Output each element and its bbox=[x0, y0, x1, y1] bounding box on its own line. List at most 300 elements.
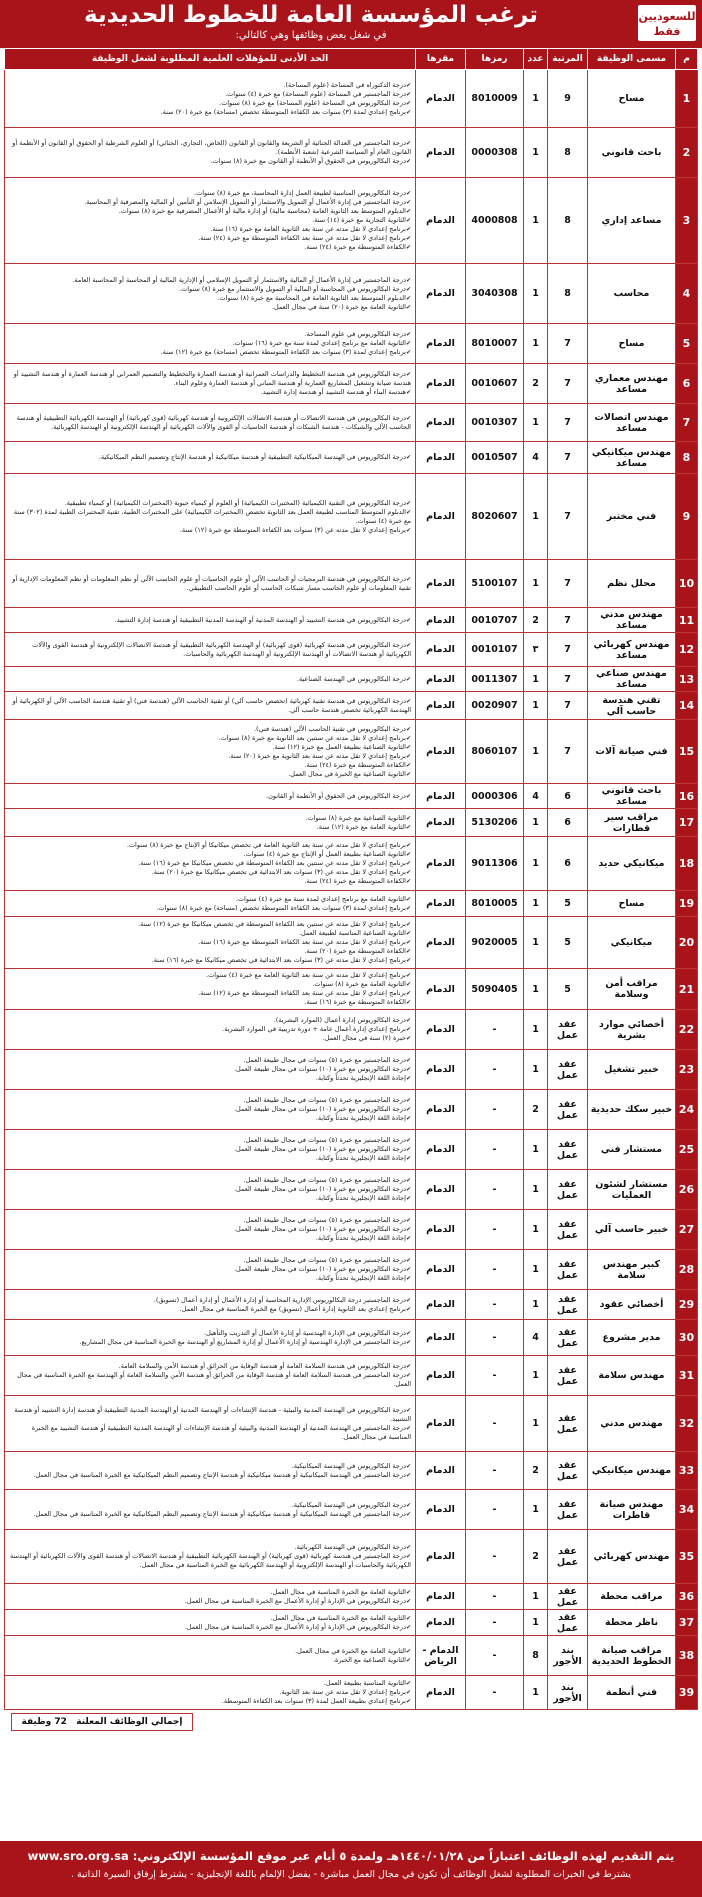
requirement-line: ✔ إجادة اللغة الإنجليزية تحدثاً وكتابة. bbox=[9, 1154, 411, 1163]
job-number: 34 bbox=[676, 1490, 698, 1530]
requirement-line: ✔ درجة البكالوريوس في تقنية الحاسب الآلي (هندسة فني). bbox=[9, 725, 411, 734]
job-rank: عقد عمل bbox=[548, 1396, 588, 1452]
col-location: مقرها bbox=[416, 49, 466, 70]
job-count: 1 bbox=[524, 1396, 548, 1452]
job-count: 1 bbox=[524, 1490, 548, 1530]
job-count: 1 bbox=[524, 474, 548, 560]
job-title: محاسب bbox=[588, 264, 676, 324]
requirement-line: ✔ درجة الماجستير مع خبرة (٥) سنوات في مجال طبيعة العمل. bbox=[9, 1096, 411, 1105]
job-location: الدمام bbox=[416, 1356, 466, 1396]
job-location: الدمام - الرياض bbox=[416, 1636, 466, 1676]
requirement-line: ✔ درجة الماجستير في الإدارة الهندسية أو إدارة الأعمال أو إدارة المشاريع أو الهندسة مع الخبرة المناسبة في مجال المشاريع. bbox=[9, 1338, 411, 1347]
job-number: 13 bbox=[676, 667, 698, 692]
job-rank: 8 bbox=[548, 178, 588, 264]
job-title: مساح bbox=[588, 70, 676, 128]
job-count: 4 bbox=[524, 1320, 548, 1356]
job-number: 8 bbox=[676, 442, 698, 474]
job-number: 9 bbox=[676, 474, 698, 560]
requirement-line: ✔ إجادة اللغة الإنجليزية تحدثاً وكتابة. bbox=[9, 1074, 411, 1083]
job-title: مهندس صيانة قاطرات bbox=[588, 1490, 676, 1530]
table-row bbox=[5, 1396, 698, 1452]
table-row bbox=[5, 560, 698, 608]
requirement-line: ✔ برنامج إعدادي لا تقل مدته عن سنتين بعد الثانوية مع خبرة (٨) سنوات. bbox=[9, 734, 411, 743]
job-location: الدمام bbox=[416, 720, 466, 784]
job-title: ميكانيكي حديد bbox=[588, 837, 676, 891]
job-location: الدمام bbox=[416, 264, 466, 324]
requirement-line: ✔ درجة البكالوريوس في الهندسة المدنية والبيئية - هندسة الإنشاءات أو الهندسة المدنية أو الهندسة المدنية التطبيقية أو هندسة إدارة التشييد أو هندسة التشييد. bbox=[9, 1406, 411, 1424]
job-code: 0010607 bbox=[466, 364, 524, 404]
job-code: 8010009 bbox=[466, 70, 524, 128]
job-location: الدمام bbox=[416, 1170, 466, 1210]
job-code: - bbox=[466, 1050, 524, 1090]
requirement-line: ✔ درجة البكالوريوس في الإدارة أو إدارة الأعمال مع الخبرة المناسبة في مجال العمل. bbox=[9, 1597, 411, 1606]
job-title: محلل نظم bbox=[588, 560, 676, 608]
job-title: مساح bbox=[588, 891, 676, 917]
requirement-line: ✔ درجة البكالوريوس في الهندسة الميكانيكية. bbox=[9, 1462, 411, 1471]
col-count: عدد bbox=[524, 49, 548, 70]
requirement-line: ✔ درجة الماجستير في هندسة كهربائية (قوى كهربائية) أو الهندسة الكهربائية التطبيقية أو هندسة الاتصالات أو هندسة القوى والآلات الكهربائية أو الهندسة الكهربائية والحاسبات أو الهندسة الإلكترونية أو الهندسة الكهربائية مع الخبرة المناسبة في مجال العمل. bbox=[9, 1552, 411, 1570]
job-location: الدمام bbox=[416, 364, 466, 404]
job-count: 1 bbox=[524, 1170, 548, 1210]
job-number: 1 bbox=[676, 70, 698, 128]
job-number: 12 bbox=[676, 633, 698, 667]
table-row bbox=[5, 917, 698, 969]
requirement-line: ✔ درجة الماجستير في الهندسة الميكانيكية أو هندسة ميكانيكية أو هندسة الإنتاج وتصميم النظم الميكانيكية مع الخبرة المناسبة في مجال العمل. bbox=[9, 1471, 411, 1480]
job-location: الدمام bbox=[416, 1530, 466, 1584]
job-title: مراقب سير قطارات bbox=[588, 809, 676, 837]
requirement-line: ✔ درجة الماجستير في إدارة الأعمال أو التمويل والاستثمار أو التمويل الإسلامي أو التأمين أو المالية والمصرفية أو المحاسبة. bbox=[9, 198, 411, 207]
table-row bbox=[5, 178, 698, 264]
job-code: 8010005 bbox=[466, 891, 524, 917]
table-row bbox=[5, 692, 698, 720]
job-code: 5090405 bbox=[466, 969, 524, 1010]
requirement-line: ✔ درجة الماجستير مع خبرة (٥) سنوات في مجال طبيعة العمل. bbox=[9, 1256, 411, 1265]
requirement-line: ✔ درجة البكالوريوس مع خبرة (١٠) سنوات في مجال طبيعة العمل. bbox=[9, 1185, 411, 1194]
table-row bbox=[5, 809, 698, 837]
requirement-line: ✔ الثانوية العامة مع خبرة (٢٠) سنة في مجال العمل. bbox=[9, 303, 411, 312]
requirement-line: ✔ الثانوية الصناعية المناسبة لطبيعة العمل. bbox=[9, 929, 411, 938]
job-title: مهندس اتصالات مساعد bbox=[588, 404, 676, 442]
job-requirements bbox=[5, 178, 416, 264]
table-row bbox=[5, 1170, 698, 1210]
requirement-line: ✔ درجة الماجستير درجة البكالوريوس الإدارية المحاسبة أو إدارة الأعمال أو إدارة أعمال (تسويق). bbox=[9, 1296, 411, 1305]
requirement-line: ✔ برنامج إعدادي لا تقل مدته عن (٣) سنوات بعد الكفاءة المتوسطة مع خبرة (١٢) سنة. bbox=[9, 526, 411, 535]
requirement-line: ✔ برنامج إعدادي لا تقل مدته عن سنة بعد الثانوية مع خبرة (٢٠) سنة. bbox=[9, 752, 411, 761]
table-row bbox=[5, 442, 698, 474]
job-code: - bbox=[466, 1210, 524, 1250]
requirement-line: ✔ الكفاءة المتوسطة مع خبرة (٢٤) سنة. bbox=[9, 243, 411, 252]
job-code: 9011306 bbox=[466, 837, 524, 891]
table-row bbox=[5, 1010, 698, 1050]
job-requirements bbox=[5, 70, 416, 128]
summary-total: 72 وظيفة bbox=[21, 1717, 67, 1727]
job-requirements bbox=[5, 128, 416, 178]
job-requirements bbox=[5, 364, 416, 404]
table-row bbox=[5, 404, 698, 442]
job-title: ميكانيكي bbox=[588, 917, 676, 969]
job-rank: عقد عمل bbox=[548, 1210, 588, 1250]
requirement-line: ✔ درجة الماجستير مع خبرة (٥) سنوات في مجال طبيعة العمل. bbox=[9, 1176, 411, 1185]
job-requirements bbox=[5, 264, 416, 324]
job-requirements bbox=[5, 891, 416, 917]
table-row bbox=[5, 264, 698, 324]
job-number: 36 bbox=[676, 1584, 698, 1610]
job-number: 10 bbox=[676, 560, 698, 608]
job-title: مستشار فني bbox=[588, 1130, 676, 1170]
table-header-row bbox=[5, 49, 698, 70]
footer-banner bbox=[0, 1841, 702, 1897]
table-row bbox=[5, 1490, 698, 1530]
total-box bbox=[11, 1713, 194, 1731]
badge-line2: فقط bbox=[653, 25, 681, 38]
requirement-line: ✔ الثانوية الصناعية بطبيعة العمل مع خبرة (١٢) سنة. bbox=[9, 743, 411, 752]
requirement-line: ✔ برنامج إعدادي لمدة (٣) سنوات بعد الكفاءة المتوسطة تخصص (مساحة) مع خبرة (٨) سنوات. bbox=[9, 904, 411, 913]
job-rank: 5 bbox=[548, 891, 588, 917]
job-requirements bbox=[5, 1530, 416, 1584]
job-count: 1 bbox=[524, 1130, 548, 1170]
job-code: - bbox=[466, 1636, 524, 1676]
job-rank: 7 bbox=[548, 608, 588, 633]
requirement-line: ✔ برنامج إعدادي لا تقل مدته عن (٣) سنوات بعد الابتدائية في تخصص ميكانيكا مع خبرة (١٦) سنة. bbox=[9, 956, 411, 965]
job-title: مهندس معماري مساعد bbox=[588, 364, 676, 404]
job-requirements bbox=[5, 1636, 416, 1676]
job-rank: 7 bbox=[548, 720, 588, 784]
job-count: 1 bbox=[524, 969, 548, 1010]
requirement-line: ✔ درجة البكالوريوس في علوم المساحة. bbox=[9, 330, 411, 339]
job-number: 23 bbox=[676, 1050, 698, 1090]
job-title: مراقب صيانة الخطوط الحديدية bbox=[588, 1636, 676, 1676]
job-rank: عقد عمل bbox=[548, 1250, 588, 1290]
job-requirements bbox=[5, 720, 416, 784]
table-row bbox=[5, 1250, 698, 1290]
job-code: - bbox=[466, 1396, 524, 1452]
job-rank: 5 bbox=[548, 969, 588, 1010]
requirement-line: ✔ درجة البكالوريوس في هندسة الاتصالات أو هندسة الاتصالات الإلكترونية أو هندسة كهربائية (قوى كهربائية) أو الهندسة الكهربائية التطبيقية أو هندسة الحاسب الآلي والشبكات - هندسة الشبكات أو هندسة الحاسبات أو القوى والآلات الكهربائية أو الهندسة الإلكترونية أو الهندسة الكهربائية. bbox=[9, 414, 411, 432]
job-code: - bbox=[466, 1090, 524, 1130]
job-count: 1 bbox=[524, 1676, 548, 1710]
requirement-line: ✔ الثانوية العامة مع خبرة (٨) سنوات. bbox=[9, 980, 411, 989]
col-title: مسمى الوظيفة bbox=[588, 49, 676, 70]
requirement-line: ✔ درجة البكالوريوس في المحاسبة أو المالية أو التمويل والاستثمار مع خبرة (٨) سنوات. bbox=[9, 285, 411, 294]
requirement-line: ✔ درجة البكالوريوس في الحقوق أو الأنظمة أو القانون. bbox=[9, 792, 411, 801]
job-number: 2 bbox=[676, 128, 698, 178]
table-row bbox=[5, 1452, 698, 1490]
job-location: الدمام bbox=[416, 1250, 466, 1290]
page-subtitle: في شغل بعض وظائفها وهي كالتالي: bbox=[235, 30, 387, 41]
requirement-line: ✔ الثانوية التجارية مع خبرة (١٤) سنة. bbox=[9, 216, 411, 225]
job-requirements bbox=[5, 1090, 416, 1130]
job-number: 25 bbox=[676, 1130, 698, 1170]
job-location: الدمام bbox=[416, 809, 466, 837]
table-row bbox=[5, 1676, 698, 1710]
requirement-line: ✔ برنامج إعدادي لا تقل مدته عن سنة بعد الثانوية العامة في تخصص ميكانيكا أو الإنتاج مع خبرة (٨) سنوات. bbox=[9, 841, 411, 850]
job-rank: 7 bbox=[548, 633, 588, 667]
job-location: الدمام bbox=[416, 969, 466, 1010]
requirement-line: ✔ برنامج إعدادي لا تقل مدته عن سنة بعد الكفاءة المتوسطة مع خبرة (١٦) سنة. bbox=[9, 938, 411, 947]
job-location: الدمام bbox=[416, 692, 466, 720]
job-location: الدمام bbox=[416, 917, 466, 969]
job-rank: عقد عمل bbox=[548, 1050, 588, 1090]
job-code: - bbox=[466, 1010, 524, 1050]
table-row bbox=[5, 608, 698, 633]
requirement-line: ✔ الثانوية المناسبة بطبيعة العمل. bbox=[9, 1679, 411, 1688]
job-requirements bbox=[5, 1584, 416, 1610]
requirement-line: ✔ درجة البكالوريوس مع خبرة (١٠) سنوات في مجال طبيعة العمل. bbox=[9, 1145, 411, 1154]
job-number: 22 bbox=[676, 1010, 698, 1050]
table-row bbox=[5, 891, 698, 917]
requirement-line: ✔ برنامج إعدادي لا تقل مدته عن سنتين بعد الكفاءة المتوسطة في تخصص ميكانيكا مع خبرة (١٦) سنة. bbox=[9, 859, 411, 868]
requirement-line: ✔ الدبلوم المتوسط بعد الثانوية العامة (محاسبة مالية) أو إدارة مالية أو الأعمال المصرفية مع خبرة (٨) سنوات. bbox=[9, 207, 411, 216]
job-requirements bbox=[5, 1290, 416, 1320]
job-location: الدمام bbox=[416, 1676, 466, 1710]
requirement-line: ✔ درجة الماجستير في الهندسة المدنية أو الهندسة المدنية والبيئية أو هندسة الإنشاءات أو الهندسة المدنية التطبيقية أو هندسة التشييد مع الخبرة المناسبة في مجال العمل. bbox=[9, 1424, 411, 1442]
job-location: الدمام bbox=[416, 608, 466, 633]
requirement-line: ✔ الكفاءة المتوسطة مع خبرة (١٦) سنة. bbox=[9, 998, 411, 1007]
job-count: 1 bbox=[524, 128, 548, 178]
job-requirements bbox=[5, 1490, 416, 1530]
requirement-line: ✔ الكفاءة المتوسطة مع خبرة (٢٤) سنة. bbox=[9, 877, 411, 886]
job-requirements bbox=[5, 1356, 416, 1396]
job-requirements bbox=[5, 809, 416, 837]
job-rank: 5 bbox=[548, 917, 588, 969]
job-location: الدمام bbox=[416, 404, 466, 442]
job-number: 15 bbox=[676, 720, 698, 784]
job-number: 18 bbox=[676, 837, 698, 891]
job-location: الدمام bbox=[416, 1320, 466, 1356]
table-row bbox=[5, 1610, 698, 1636]
job-title: خبير سكك حديدية bbox=[588, 1090, 676, 1130]
job-title: مستشار لشئون العمليات bbox=[588, 1170, 676, 1210]
job-title: مراقب محطة bbox=[588, 1584, 676, 1610]
job-code: 5130206 bbox=[466, 809, 524, 837]
job-location: الدمام bbox=[416, 1584, 466, 1610]
job-location: الدمام bbox=[416, 784, 466, 809]
col-rank: المرتبة bbox=[548, 49, 588, 70]
job-rank: 7 bbox=[548, 692, 588, 720]
table-row bbox=[5, 667, 698, 692]
summary-row bbox=[5, 1710, 698, 1735]
job-count: 1 bbox=[524, 264, 548, 324]
job-rank: عقد عمل bbox=[548, 1584, 588, 1610]
job-number: 5 bbox=[676, 324, 698, 364]
job-count: 8 bbox=[524, 1636, 548, 1676]
job-rank: بند الأجور bbox=[548, 1636, 588, 1676]
job-requirements bbox=[5, 784, 416, 809]
job-rank: بند الأجور bbox=[548, 1676, 588, 1710]
job-count: 2 bbox=[524, 1452, 548, 1490]
summary-label: إجمالي الوظائف المعلنة bbox=[76, 1717, 183, 1727]
job-number: 32 bbox=[676, 1396, 698, 1452]
job-requirements bbox=[5, 1130, 416, 1170]
job-rank: 7 bbox=[548, 474, 588, 560]
requirement-line: ✔ درجة البكالوريوس مع خبرة (١٠) سنوات في مجال طبيعة العمل. bbox=[9, 1105, 411, 1114]
job-title: مهندس مدني bbox=[588, 1396, 676, 1452]
job-code: 0011307 bbox=[466, 667, 524, 692]
requirement-line: ✔ إجادة اللغة الإنجليزية تحدثاً وكتابة. bbox=[9, 1234, 411, 1243]
table-row bbox=[5, 1530, 698, 1584]
requirement-line: ✔ درجة البكالوريوس في هندسة التخطيط والدراسات العمرانية أو هندسة العمارة والتخطيط والتصميم العمراني أو هندسة العمارة أو هندسة التشييد أو هندسة صيانة وتشغيل المشاريع العمارية أو هندسة المباني أو هندسة العمارة وعلوم البناء. bbox=[9, 370, 411, 388]
job-title: أخصائي عقود bbox=[588, 1290, 676, 1320]
requirement-line: ✔ الثانوية العامة مع الخبرة المناسبة في مجال العمل. bbox=[9, 1588, 411, 1597]
requirement-line: ✔ الكفاءة المتوسطة مع خبرة (٢٤) سنة. bbox=[9, 761, 411, 770]
requirement-line: ✔ هندسة البناء أو هندسة التشييد أو هندسة إدارة التشييد. bbox=[9, 388, 411, 397]
table-row bbox=[5, 324, 698, 364]
requirement-line: ✔ الثانوية الصناعية مع خبرة (٨) سنوات. bbox=[9, 814, 411, 823]
job-code: - bbox=[466, 1130, 524, 1170]
job-number: 31 bbox=[676, 1356, 698, 1396]
job-location: الدمام bbox=[416, 324, 466, 364]
job-number: 38 bbox=[676, 1636, 698, 1676]
job-requirements bbox=[5, 1210, 416, 1250]
job-location: الدمام bbox=[416, 1130, 466, 1170]
job-title: مهندس كهربائي مساعد bbox=[588, 633, 676, 667]
job-code: 8020607 bbox=[466, 474, 524, 560]
jobs-table bbox=[4, 48, 698, 1734]
job-requirements bbox=[5, 1170, 416, 1210]
job-title: باحث قانوني مساعد bbox=[588, 784, 676, 809]
job-count: 1 bbox=[524, 1010, 548, 1050]
job-requirements bbox=[5, 442, 416, 474]
job-location: الدمام bbox=[416, 178, 466, 264]
table-row bbox=[5, 1090, 698, 1130]
job-requirements bbox=[5, 1610, 416, 1636]
table-row bbox=[5, 1636, 698, 1676]
job-title: مهندس سلامة bbox=[588, 1356, 676, 1396]
requirement-line: ✔ درجة البكالوريوس في التقنية الكيميائية (المختبرات الكيميائية) أو العلوم أو كيمياء حيوية (المختبرات الكيميائية) أو كيمياء تطبيقية. bbox=[9, 499, 411, 508]
job-count: 1 bbox=[524, 560, 548, 608]
requirement-line: ✔ برنامج إعدادي لا تقل مدته عن سنة بعد الثانوية العامة مع خبرة (٤) سنوات. bbox=[9, 971, 411, 980]
requirement-line: ✔ درجة الماجستير مع خبرة (٥) سنوات في مجال طبيعة العمل. bbox=[9, 1136, 411, 1145]
requirement-line: ✔ الثانوية العامة مع الخبرة في مجال العمل. bbox=[9, 1647, 411, 1656]
job-requirements bbox=[5, 1320, 416, 1356]
job-code: 0020907 bbox=[466, 692, 524, 720]
job-rank: 7 bbox=[548, 324, 588, 364]
requirement-line: ✔ الدبلوم المتوسط بعد الثانوية العامة في المحاسبة مع خبرة (٨) سنوات. bbox=[9, 294, 411, 303]
requirement-line: ✔ برنامج إعدادي إدارة أعمال عامة + دورة تدريبية في الموارد البشرية. bbox=[9, 1025, 411, 1034]
job-rank: 8 bbox=[548, 264, 588, 324]
job-rank: عقد عمل bbox=[548, 1290, 588, 1320]
requirement-line: ✔ درجة الماجستير مع خبرة (٥) سنوات في مجال طبيعة العمل. bbox=[9, 1216, 411, 1225]
requirement-line: ✔ برنامج إعدادي لا تقل مدته عن سنة بعد الكفاءة المتوسطة مع خبرة (٢٤) سنة. bbox=[9, 234, 411, 243]
job-count: 1 bbox=[524, 1050, 548, 1090]
table-row bbox=[5, 1050, 698, 1090]
job-code: 0010707 bbox=[466, 608, 524, 633]
badge-line1: للسعوديين bbox=[638, 10, 696, 23]
job-rank: عقد عمل bbox=[548, 1320, 588, 1356]
requirement-line: ✔ الكفاءة المتوسطة مع خبرة (٢٠) سنة. bbox=[9, 947, 411, 956]
job-location: الدمام bbox=[416, 633, 466, 667]
job-rank: عقد عمل bbox=[548, 1356, 588, 1396]
job-code: - bbox=[466, 1584, 524, 1610]
job-title: كبير مهندس سلامة bbox=[588, 1250, 676, 1290]
job-code: - bbox=[466, 1250, 524, 1290]
job-number: 6 bbox=[676, 364, 698, 404]
website-link[interactable]: www.sro.org.sa bbox=[27, 1849, 129, 1863]
job-number: 21 bbox=[676, 969, 698, 1010]
job-requirements bbox=[5, 404, 416, 442]
job-rank: عقد عمل bbox=[548, 1170, 588, 1210]
job-title: مهندس صناعي مساعد bbox=[588, 667, 676, 692]
requirement-line: ✔ درجة البكالوريوس في الإدارة أو إدارة الأعمال مع الخبرة المناسبة في مجال العمل. bbox=[9, 1623, 411, 1632]
job-title: مهندس كهربائي bbox=[588, 1530, 676, 1584]
job-code: 4000808 bbox=[466, 178, 524, 264]
job-count: 1 bbox=[524, 404, 548, 442]
requirement-line: ✔ الثانوية العامة مع الخبرة المناسبة في مجال العمل. bbox=[9, 1614, 411, 1623]
requirement-line: ✔ برنامج إعدادي بعد الثانوية إدارة أعمال (تسويق) مع الخبرة المناسبة في مجال العمل. bbox=[9, 1305, 411, 1314]
table-row bbox=[5, 70, 698, 128]
job-code: - bbox=[466, 1290, 524, 1320]
job-rank: 6 bbox=[548, 837, 588, 891]
job-requirements bbox=[5, 474, 416, 560]
requirement-line: ✔ درجة الماجستير في المساحة (علوم المساحة) مع خبرة (٤) سنوات. bbox=[9, 90, 411, 99]
job-code: 0010107 bbox=[466, 633, 524, 667]
job-code: 9020005 bbox=[466, 917, 524, 969]
table-row bbox=[5, 633, 698, 667]
job-code: 0010507 bbox=[466, 442, 524, 474]
job-code: - bbox=[466, 1676, 524, 1710]
requirement-line: ✔ درجة البكالوريوس في هندسة كهربائية (قوى كهربائية) أو الهندسة الكهربائية التطبيقية أو هندسة الاتصالات الإلكترونية أو هندسة القوى والآلات الكهربائية أو هندسة الاتصالات أو الهندسة الإلكترونية أو الهندسة الكهربائية والحاسبات. bbox=[9, 641, 411, 659]
job-location: الدمام bbox=[416, 1452, 466, 1490]
job-count: 2 bbox=[524, 1530, 548, 1584]
job-requirements bbox=[5, 324, 416, 364]
requirement-line: ✔ درجة البكالوريوس المناسبة لطبيعة العمل إدارة المحاسبة، مع خبرة (٨) سنوات. bbox=[9, 189, 411, 198]
job-title: أخصائي موارد بشرية bbox=[588, 1010, 676, 1050]
job-rank: عقد عمل bbox=[548, 1090, 588, 1130]
requirement-line: ✔ درجة البكالوريوس في الهندسة الميكانيكية. bbox=[9, 1501, 411, 1510]
requirement-line: ✔ إجادة اللغة الإنجليزية تحدثاً وكتابة. bbox=[9, 1274, 411, 1283]
requirement-line: ✔ برنامج إعدادي بطبيعة العمل لمدة (٣) سنوات بعد الكفاءة المتوسطة. bbox=[9, 1697, 411, 1706]
footer-line1 bbox=[0, 1841, 702, 1863]
job-title: فني أنظمة bbox=[588, 1676, 676, 1710]
job-code: - bbox=[466, 1170, 524, 1210]
job-location: الدمام bbox=[416, 442, 466, 474]
table-row bbox=[5, 1584, 698, 1610]
requirement-line: ✔ درجة الدكتوراه في المساحة (علوم المساحة). bbox=[9, 81, 411, 90]
job-number: 39 bbox=[676, 1676, 698, 1710]
job-number: 28 bbox=[676, 1250, 698, 1290]
requirement-line: ✔ إجادة اللغة الإنجليزية تحدثاً وكتابة. bbox=[9, 1194, 411, 1203]
job-count: 1 bbox=[524, 1610, 548, 1636]
requirement-line: ✔ برنامج إعدادي لا تقل مدته عن سنة بعد الكفاءة المتوسطة مع خبرة (١٢) سنة. bbox=[9, 989, 411, 998]
job-code: - bbox=[466, 1530, 524, 1584]
job-rank: 7 bbox=[548, 404, 588, 442]
job-code: 0000308 bbox=[466, 128, 524, 178]
requirement-line: ✔ برنامج إعدادي لا تقل مدته عن سنتين بعد الكفاءة المتوسطة في تخصص ميكانيكا مع خبرة (١٢) سنة. bbox=[9, 920, 411, 929]
job-requirements bbox=[5, 560, 416, 608]
job-count: ٣ bbox=[524, 633, 548, 667]
job-requirements bbox=[5, 1676, 416, 1710]
requirement-line: ✔ الثانوية العامة مع برنامج إعدادي لمدة سنة مع خبرة (١٦) سنوات. bbox=[9, 339, 411, 348]
job-rank: 6 bbox=[548, 784, 588, 809]
job-requirements bbox=[5, 1050, 416, 1090]
job-title: مساح bbox=[588, 324, 676, 364]
footer-text: يتم التقديم لهذه الوظائف اعتباراً من ١٤٤٠/٠١/٢٨هـ ولمدة ٥ أيام عبر موقع المؤسسة الإلكتروني: bbox=[132, 1849, 675, 1863]
job-code: 5100107 bbox=[466, 560, 524, 608]
job-number: 37 bbox=[676, 1610, 698, 1636]
job-location: الدمام bbox=[416, 1090, 466, 1130]
job-location: الدمام bbox=[416, 1010, 466, 1050]
job-count: 4 bbox=[524, 784, 548, 809]
job-location: الدمام bbox=[416, 1396, 466, 1452]
requirement-line: ✔ برنامج إعدادي لمدة (٣) سنوات بعد الكفاءة المتوسطة تخصص (مساحة) مع خبرة (٢٠) سنة. bbox=[9, 108, 411, 117]
job-rank: 7 bbox=[548, 560, 588, 608]
job-code: 0000306 bbox=[466, 784, 524, 809]
job-count: 1 bbox=[524, 324, 548, 364]
job-rank: 6 bbox=[548, 809, 588, 837]
job-number: 24 bbox=[676, 1090, 698, 1130]
table-row bbox=[5, 1356, 698, 1396]
job-rank: عقد عمل bbox=[548, 1490, 588, 1530]
